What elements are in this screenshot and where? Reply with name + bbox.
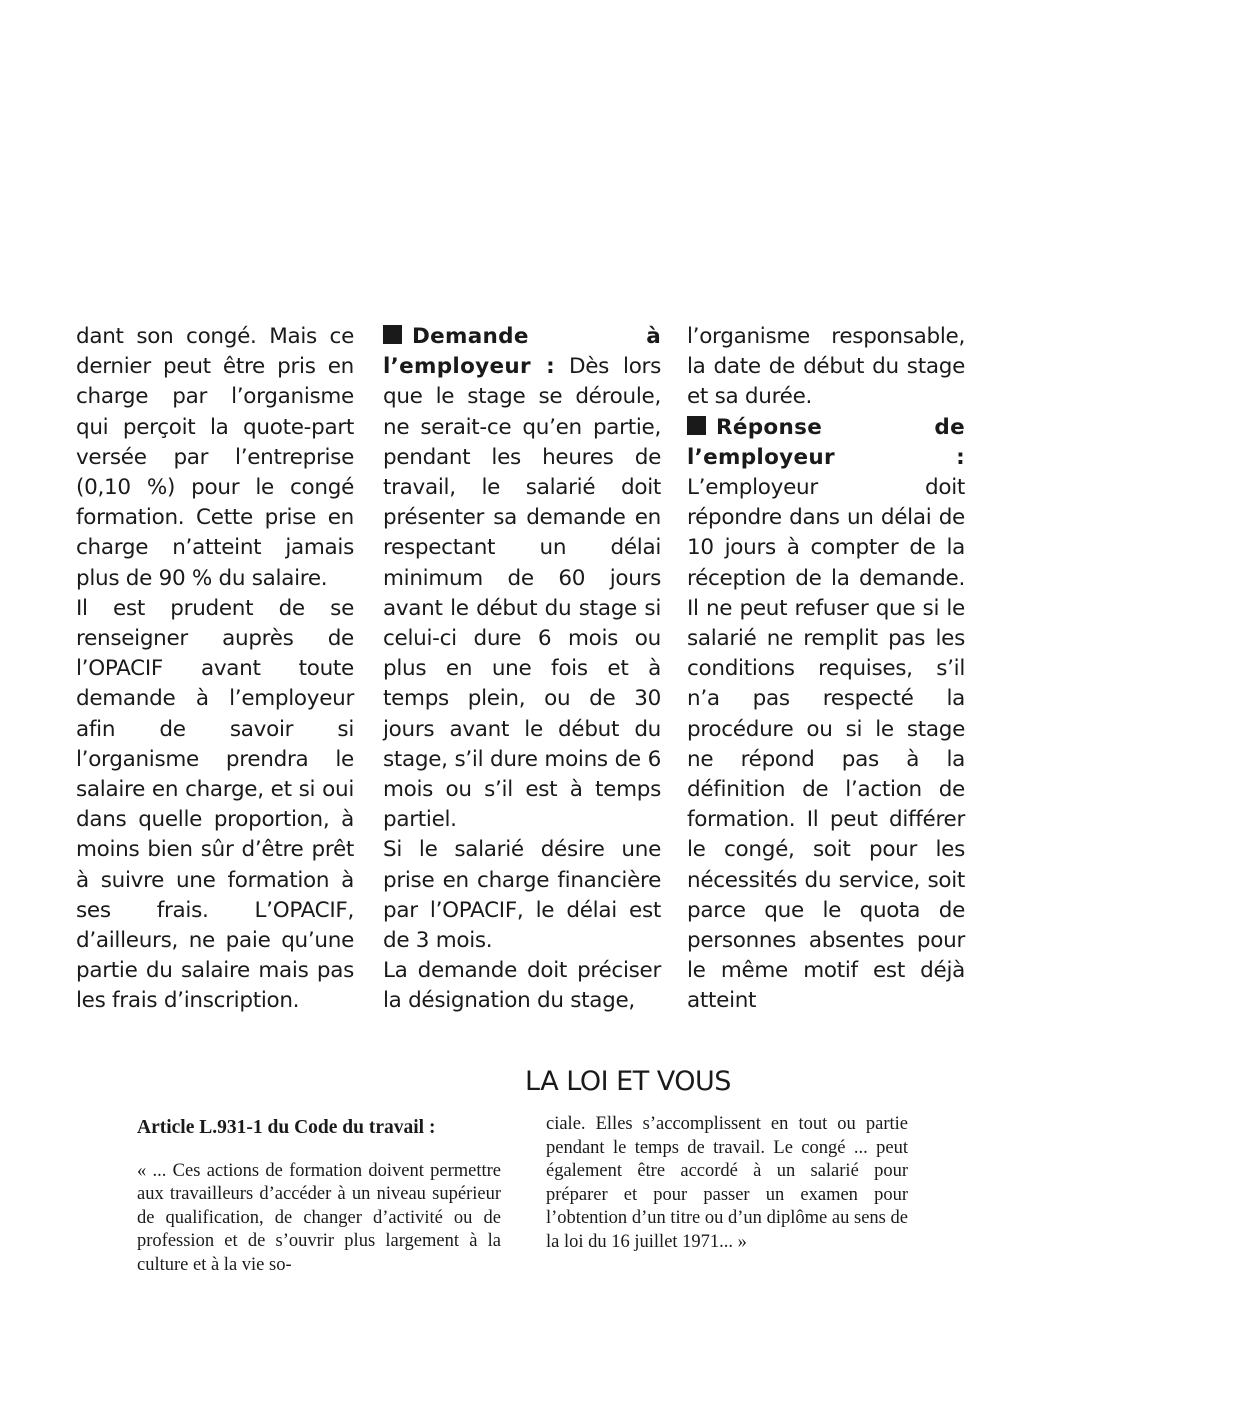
text-column-1 xyxy=(76,322,354,1017)
paragraph: dant son congé. Mais ce dernier peut être pris en charge par l’organisme qui perçoit la quote-part versée par l’entreprise (0,10 %) pour le congé formation. Cette prise en charge n’atteint jamais plus de 90 % du salaire. xyxy=(76,324,354,591)
section-heading-demande: Demande à l’employeur : xyxy=(383,324,661,380)
paragraph: Il est prudent de se renseigner auprès de l’OPACIF avant toute demande à l’employeur afin de savoir si l’organisme prendra le salaire en charge, et si oui dans quelle proportion, à moins bien sûr d’être prêt à suivre une formation à ses frais. L’OPACIF, d’ailleurs, ne paie qu’une partie du salaire mais pas les frais d’inscription. xyxy=(76,595,354,1014)
square-bullet-icon xyxy=(687,416,706,435)
paragraph: Si le salarié désire une prise en charge financière par l’OPACIF, le délai est de 3 mois. xyxy=(383,837,661,954)
paragraph-text: L’employeur doit répondre dans un délai de 10 jours à compter de la réception de la demande. Il ne peut refuser que si le salarié ne remplit pas les conditions requises, s’il n’a pas respecté la procédure ou si le stage ne répond pas à la définition de l’action de formation. Il peut différer le congé, soit pour les nécessités du service, soit parce que le quota de personnes absentes pour le même motif est déjà atteint xyxy=(687,475,965,1014)
law-box-right-column xyxy=(546,1113,908,1254)
text-column-3 xyxy=(687,322,965,1017)
article-title: Article L.931-1 du Code du travail : xyxy=(137,1117,436,1138)
paragraph xyxy=(383,322,661,835)
paragraph: l’organisme responsable, la date de début du stage et sa durée. xyxy=(687,324,965,410)
paragraph-text: Dès lors que le stage se déroule, ne serait-ce qu’en partie, pendant les heures de travail, le salarié doit présenter sa demande en respectant un délai minimum de 60 jours avant le début du stage si celui-ci dure 6 mois ou plus en une fois et à temps plein, ou de 30 jours avant le début du stage, s’il dure moins de 6 mois ou s’il est à temps partiel. xyxy=(383,354,661,833)
section-heading-reponse: Réponse de l’employeur : xyxy=(687,414,965,470)
law-box-left-column xyxy=(137,1116,501,1277)
law-quote-text: ciale. Elles s’accomplissent en tout ou partie pendant le temps de travail. Le congé ... peut également être accordé à un salarié pour préparer et pour passer un examen pour l’obtention d’un titre ou d’un diplôme au sens de la loi du 16 juillet 1971... » xyxy=(546,1114,908,1252)
text-column-2 xyxy=(383,322,661,1017)
paragraph xyxy=(687,413,965,1017)
square-bullet-icon xyxy=(383,325,402,344)
law-quote-text: « ... Ces actions de formation doivent permettre aux travailleurs d’accéder à un niveau supérieur de qualification, de changer d’activité ou de profession et de s’ouvrir plus largement à la culture et à la vie so- xyxy=(137,1160,501,1275)
paragraph: La demande doit préciser la désignation du stage, xyxy=(383,958,661,1014)
law-box-title: LA LOI ET VOUS xyxy=(525,1066,731,1097)
